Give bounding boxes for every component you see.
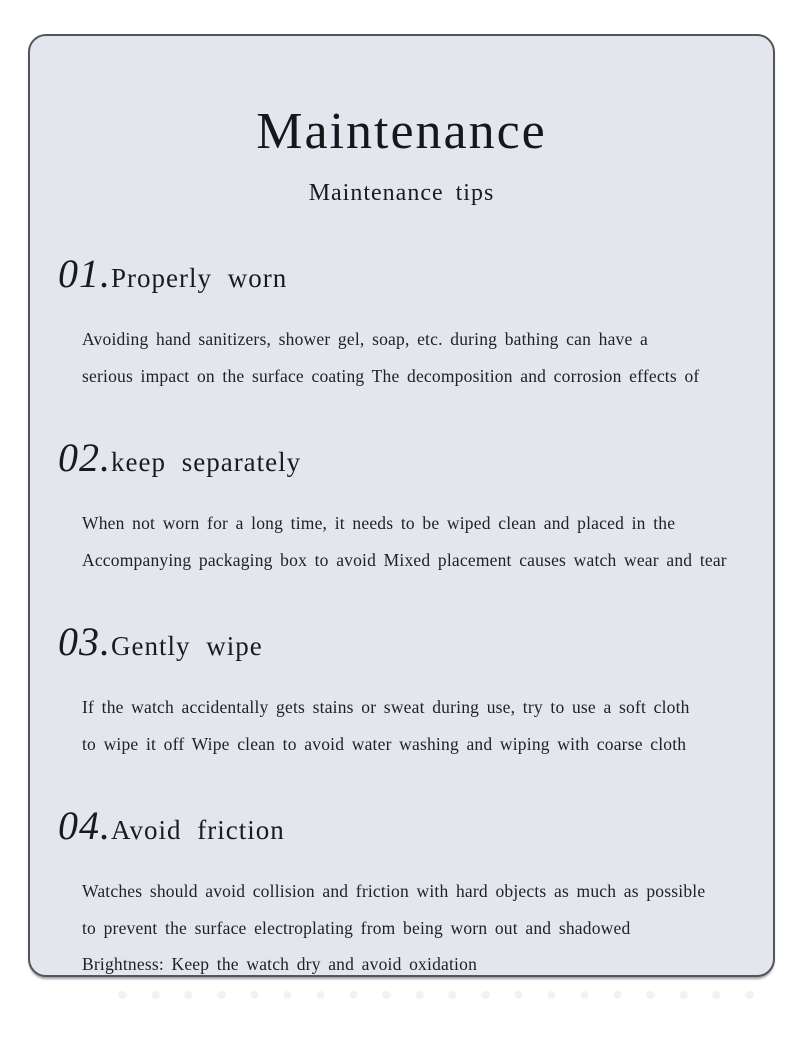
body-line: Brightness: Keep the watch dry and avoid oxidation [82,954,478,974]
section-keep-separately [58,434,745,578]
section-heading-row [58,618,745,675]
section-body [82,689,745,762]
page-subtitle: Maintenance tips [308,180,495,206]
body-line: to prevent the surface electroplating from being worn out and shadowed [82,917,631,938]
section-gently-wipe [58,618,745,762]
maintenance-card [28,34,775,977]
body-line: to wipe it off Wipe clean to avoid water washing and wiping with coarse cloth [82,733,687,754]
section-avoid-friction [58,802,745,983]
section-heading: keep separately [111,447,302,477]
body-line: When not worn for a long time, it needs to be wiped clean and placed in the [82,513,676,533]
section-heading-row [58,802,745,859]
section-heading-row [58,250,745,307]
page-title: Maintenance [256,103,547,160]
body-line: serious impact on the surface coating The decomposition and corrosion effects of [82,365,700,386]
section-heading: Avoid friction [111,815,285,845]
body-line: Accompanying packaging box to avoid Mixed placement causes watch wear and tear [82,549,727,570]
section-body [82,505,745,578]
section-body [82,873,745,983]
body-line: Avoiding hand sanitizers, shower gel, soap, etc. during bathing can have a [82,329,649,349]
section-number: 01. [58,251,111,296]
section-number: 02. [58,435,111,480]
section-heading: Properly worn [111,263,288,293]
section-number: 04. [58,803,111,848]
body-line: Watches should avoid collision and friction with hard objects as much as possible [82,881,706,901]
section-body [82,321,745,394]
dotted-divider [106,991,768,999]
section-heading: Gently wipe [111,631,263,661]
section-heading-row [58,434,745,491]
section-properly-worn [58,250,745,394]
section-number: 03. [58,619,111,664]
body-line: If the watch accidentally gets stains or sweat during use, try to use a soft cloth [82,697,690,717]
